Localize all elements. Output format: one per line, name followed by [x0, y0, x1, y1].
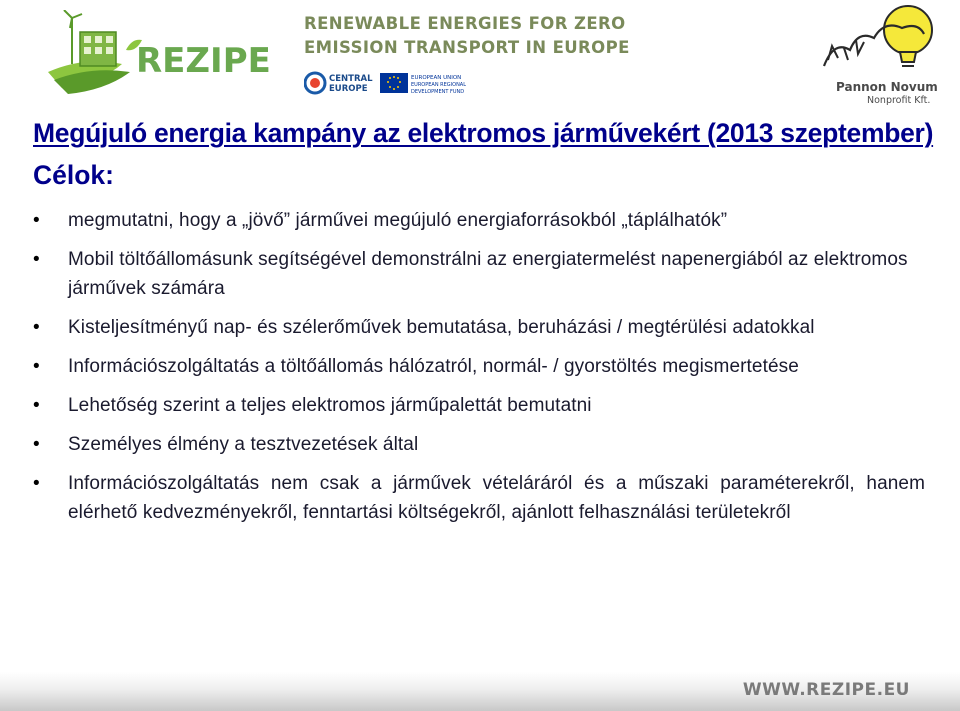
- footer-url: WWW.REZIPE.EU: [742, 680, 910, 700]
- list-item: • Információszolgáltatás a töltőállomás hálózatról, normál- / gyorstöltés megismertetése: [33, 352, 925, 381]
- page-title: Megújuló energia kampány az elektromos járművekért (2013 szeptember): [33, 118, 934, 148]
- goals-list: [33, 206, 925, 527]
- tagline-line-1: RENEWABLE ENERGIES FOR ZERO: [304, 14, 626, 33]
- tagline-line-2: EMISSION TRANSPORT IN EUROPE: [304, 38, 630, 57]
- rezipe-wordmark: REZIPE: [136, 41, 271, 81]
- list-item: • megmutatni, hogy a „jövő” járművei megújuló energiaforrásokból „táplálhatók”: [33, 206, 925, 235]
- partner-logos: [304, 68, 464, 98]
- main-content: [33, 114, 934, 537]
- list-item: • Kisteljesítményű nap- és szélerőművek bemutatása, beruházási / megtérülési adatokkal: [33, 313, 925, 342]
- tagline: [304, 12, 630, 60]
- pannon-novum-name: Pannon Novum: [836, 80, 938, 94]
- eu-flag-icon: [380, 70, 466, 96]
- header: [0, 0, 960, 110]
- central-logo-line-1: CENTRAL: [329, 74, 373, 84]
- section-subtitle: Célok:: [33, 160, 114, 190]
- central-europe-logo-icon: [304, 70, 376, 96]
- list-item: • Információszolgáltatás nem csak a járművek vételáráról és a műszaki paraméterekről, hanem elérhető kedvezményekről, fenntartási költségekről, ajánlott felhasználási területekről: [33, 469, 925, 527]
- central-logo-line-2: EUROPE: [329, 84, 368, 94]
- list-item: • Lehetőség szerint a teljes elektromos járműpalettát bemutatni: [33, 391, 925, 420]
- eu-logo-line-3: DEVELOPMENT FUND: [411, 89, 465, 95]
- eu-logo-line-1: EUROPEAN UNION: [411, 75, 462, 81]
- eu-logo-line-2: EUROPEAN REGIONAL: [411, 82, 466, 88]
- list-item: • Mobil töltőállomásunk segítségével demonstrálni az energiatermelést napenergiából az elektromos járművek számára: [33, 245, 925, 303]
- pannon-novum-subtitle: Nonprofit Kft.: [867, 95, 931, 106]
- rezipe-logo-icon: [44, 10, 284, 94]
- list-item: • Személyes élmény a tesztvezetések által: [33, 430, 925, 459]
